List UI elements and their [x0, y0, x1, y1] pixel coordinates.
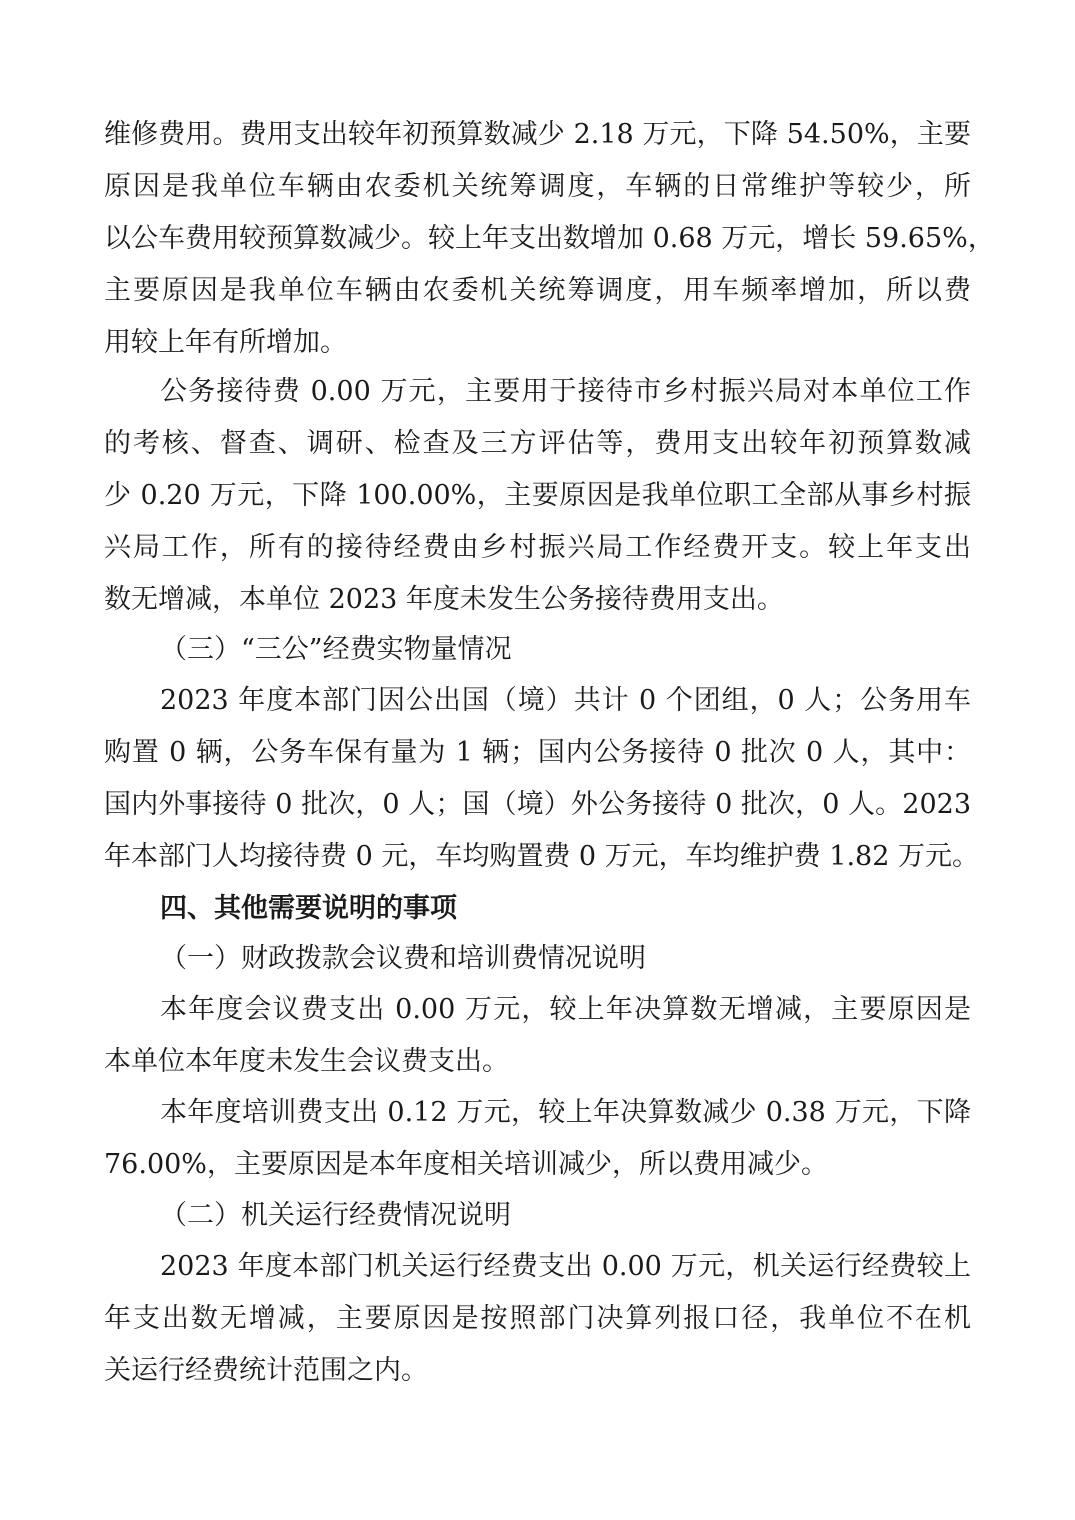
- text-line: 原因是我单位车辆由农委机关统筹调度，车辆的日常维护等较少，所: [104, 171, 971, 202]
- text-line: 本年度会议费支出 0.00 万元，较上年决算数无增减，主要原因是: [160, 994, 971, 1025]
- section-heading: 四、其他需要说明的事项: [160, 893, 457, 924]
- text-line: 用较上年有所增加。: [104, 327, 347, 358]
- text-line: 年本部门人均接待费 0 元，车均购置费 0 万元，车均维护费 1.82 万元。: [104, 841, 979, 872]
- section-subheading: （三）“三公”经费实物量情况: [160, 634, 512, 665]
- text-line: 国内外事接待 0 批次，0 人；国（境）外公务接待 0 批次，0 人。2023: [104, 789, 971, 820]
- section-subheading: （二）机关运行经费情况说明: [160, 1200, 511, 1231]
- text-line: 本年度培训费支出 0.12 万元，较上年决算数减少 0.38 万元，下降: [160, 1097, 971, 1128]
- text-line: 以公车费用较预算数减少。较上年支出数增加 0.68 万元，增长 59.65%，: [104, 223, 995, 254]
- text-line: 2023 年度本部门因公出国（境）共计 0 个团组，0 人；公务用车: [160, 685, 971, 716]
- text-line: 主要原因是我单位车辆由农委机关统筹调度，用车频率增加，所以费: [104, 275, 971, 306]
- text-line: 少 0.20 万元，下降 100.00%，主要原因是我单位职工全部从事乡村振: [104, 480, 971, 511]
- text-line: 公务接待费 0.00 万元，主要用于接待市乡村振兴局对本单位工作: [160, 376, 971, 407]
- text-line: 本单位本年度未发生会议费支出。: [104, 1046, 509, 1077]
- text-line: 维修费用。费用支出较年初预算数减少 2.18 万元，下降 54.50%，主要: [104, 119, 971, 150]
- text-line: 76.00%，主要原因是本年度相关培训减少，所以费用减少。: [104, 1149, 828, 1180]
- text-line: 数无增减，本单位 2023 年度未发生公务接待费用支出。: [104, 584, 784, 615]
- text-line: 购置 0 辆，公务车保有量为 1 辆；国内公务接待 0 批次 0 人，其中：: [104, 737, 971, 768]
- text-line: 的考核、督查、调研、检查及三方评估等，费用支出较年初预算数减: [104, 428, 971, 459]
- text-line: 关运行经费统计范围之内。: [104, 1355, 428, 1386]
- text-line: 2023 年度本部门机关运行经费支出 0.00 万元，机关运行经费较上: [160, 1251, 971, 1282]
- section-subheading: （一）财政拨款会议费和培训费情况说明: [160, 943, 646, 974]
- text-line: 兴局工作，所有的接待经费由乡村振兴局工作经费开支。较上年支出: [104, 532, 971, 563]
- text-line: 年支出数无增减，主要原因是按照部门决算列报口径，我单位不在机: [104, 1303, 971, 1334]
